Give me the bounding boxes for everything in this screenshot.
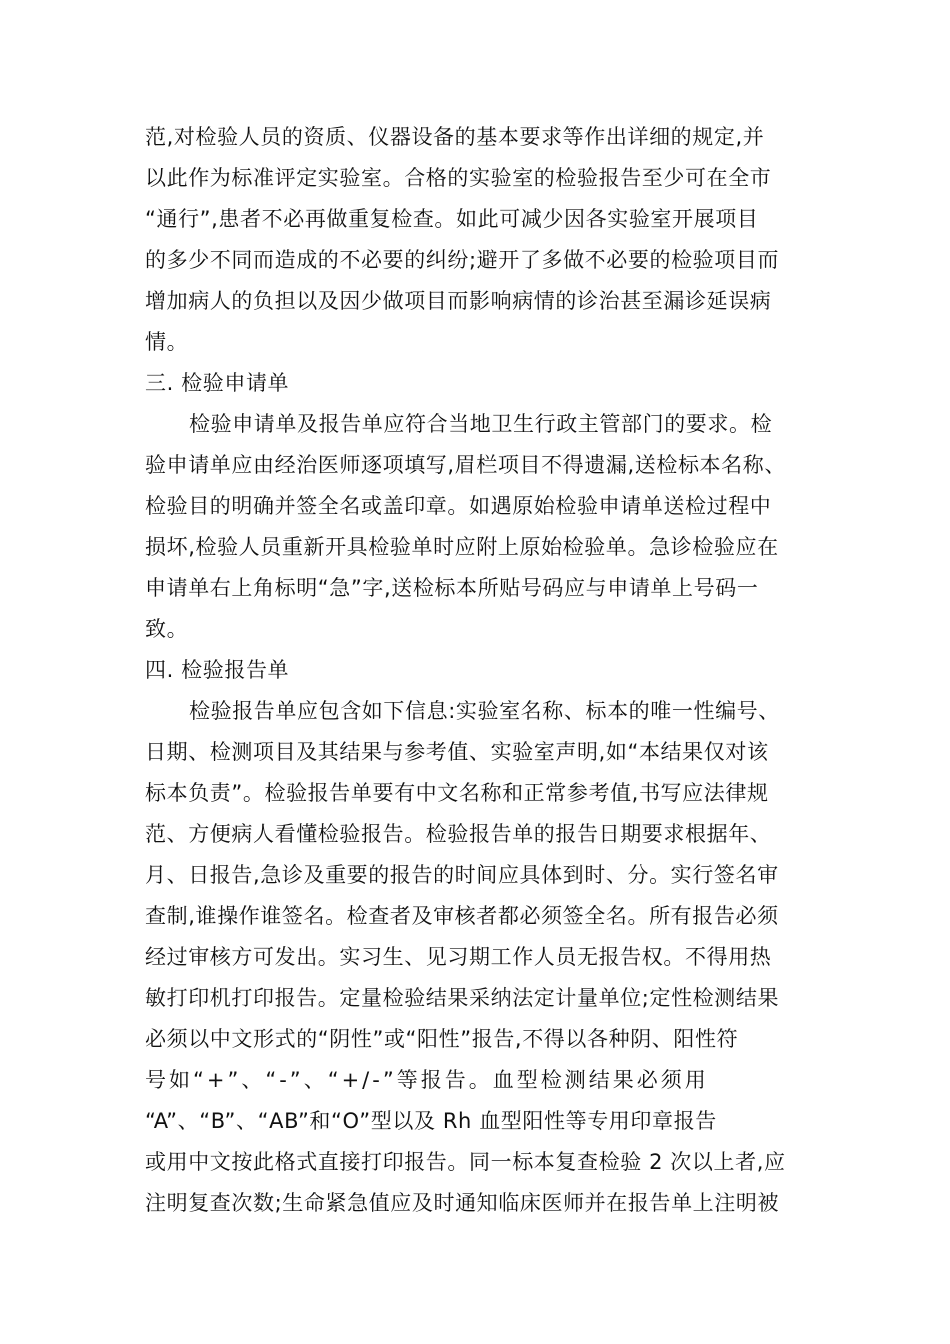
para3-line-5: 月、日报告,急诊及重要的报告的时间应具体到时、分。实行签名审 bbox=[145, 863, 779, 887]
para3-line-1: 检验报告单应包含如下信息:实验室名称、标本的唯一性编号、 bbox=[189, 699, 780, 723]
para3-line-6: 查制,谁操作谁签名。检查者及审核者都必须签全名。所有报告必须 bbox=[145, 904, 779, 928]
para2-line-4: 损坏,检验人员重新开具检验单时应附上原始检验单。急诊检验应在 bbox=[145, 535, 779, 559]
para2-line-6: 致。 bbox=[145, 617, 189, 641]
para3-line-4: 范、方便病人看懂检验报告。检验报告单的报告日期要求根据年、 bbox=[145, 822, 772, 846]
para3-line-8: 敏打印机打印报告。定量检验结果采纳法定计量单位;定性检测结果 bbox=[145, 986, 780, 1010]
para3-line-2: 日期、检测项目及其结果与参考值、实验室声明,如“本结果仅对该 bbox=[145, 740, 769, 764]
para3-line-13: 注明复查次数;生命紧急值应及时通知临床医师并在报告单上注明被 bbox=[145, 1191, 780, 1215]
para2-line-2: 验申请单应由经治医师逐项填写,眉栏项目不得遗漏,送检标本名称、 bbox=[145, 453, 786, 477]
para1-line-3: “通行”,患者不必再做重复检查。如此可减少因各实验室开展项目 bbox=[145, 207, 759, 231]
para3-line-3: 标本负责”。检验报告单要有中文名称和正常参考值,书写应法律规 bbox=[145, 781, 769, 805]
para3-line-12: 或用中文按此格式直接打印报告。同一标本复查检验 2 次以上者,应 bbox=[145, 1150, 786, 1174]
para1-line-6: 情。 bbox=[145, 330, 189, 354]
para1-line-1: 范,对检验人员的资质、仪器设备的基本要求等作出详细的规定,并 bbox=[145, 125, 765, 149]
para2-line-5: 申请单右上角标明“急”字,送检标本所贴号码应与申请单上号码一 bbox=[145, 576, 759, 600]
section-heading-4: 四. 检验报告单 bbox=[145, 658, 290, 682]
para1-line-2: 以此作为标准评定实验室。合格的实验室的检验报告至少可在全市 bbox=[145, 166, 772, 190]
para3-line-7: 经过审核方可发出。实习生、见习期工作人员无报告权。不得用热 bbox=[145, 945, 772, 969]
para1-line-5: 增加病人的负担以及因少做项目而影响病情的诊治甚至漏诊延误病 bbox=[145, 289, 772, 313]
para2-line-3: 检验目的明确并签全名或盖印章。如遇原始检验申请单送检过程中 bbox=[145, 494, 772, 518]
para3-line-9: 必须以中文形式的“阴性”或“阳性”报告,不得以各种阴、阳性符 bbox=[145, 1027, 739, 1051]
para2-line-1: 检验申请单及报告单应符合当地卫生行政主管部门的要求。检 bbox=[189, 412, 773, 436]
para1-line-4: 的多少不同而造成的不必要的纠纷;避开了多做不必要的检验项目而 bbox=[145, 248, 780, 272]
para3-line-10: 号如“+”、“-”、“+/-”等报告。血型检测结果必须用 bbox=[145, 1068, 709, 1092]
section-heading-3: 三. 检验申请单 bbox=[145, 371, 290, 395]
para3-line-11: “A”、“B”、“AB”和“O”型以及 Rh 血型阳性等专用印章报告 bbox=[145, 1109, 717, 1133]
